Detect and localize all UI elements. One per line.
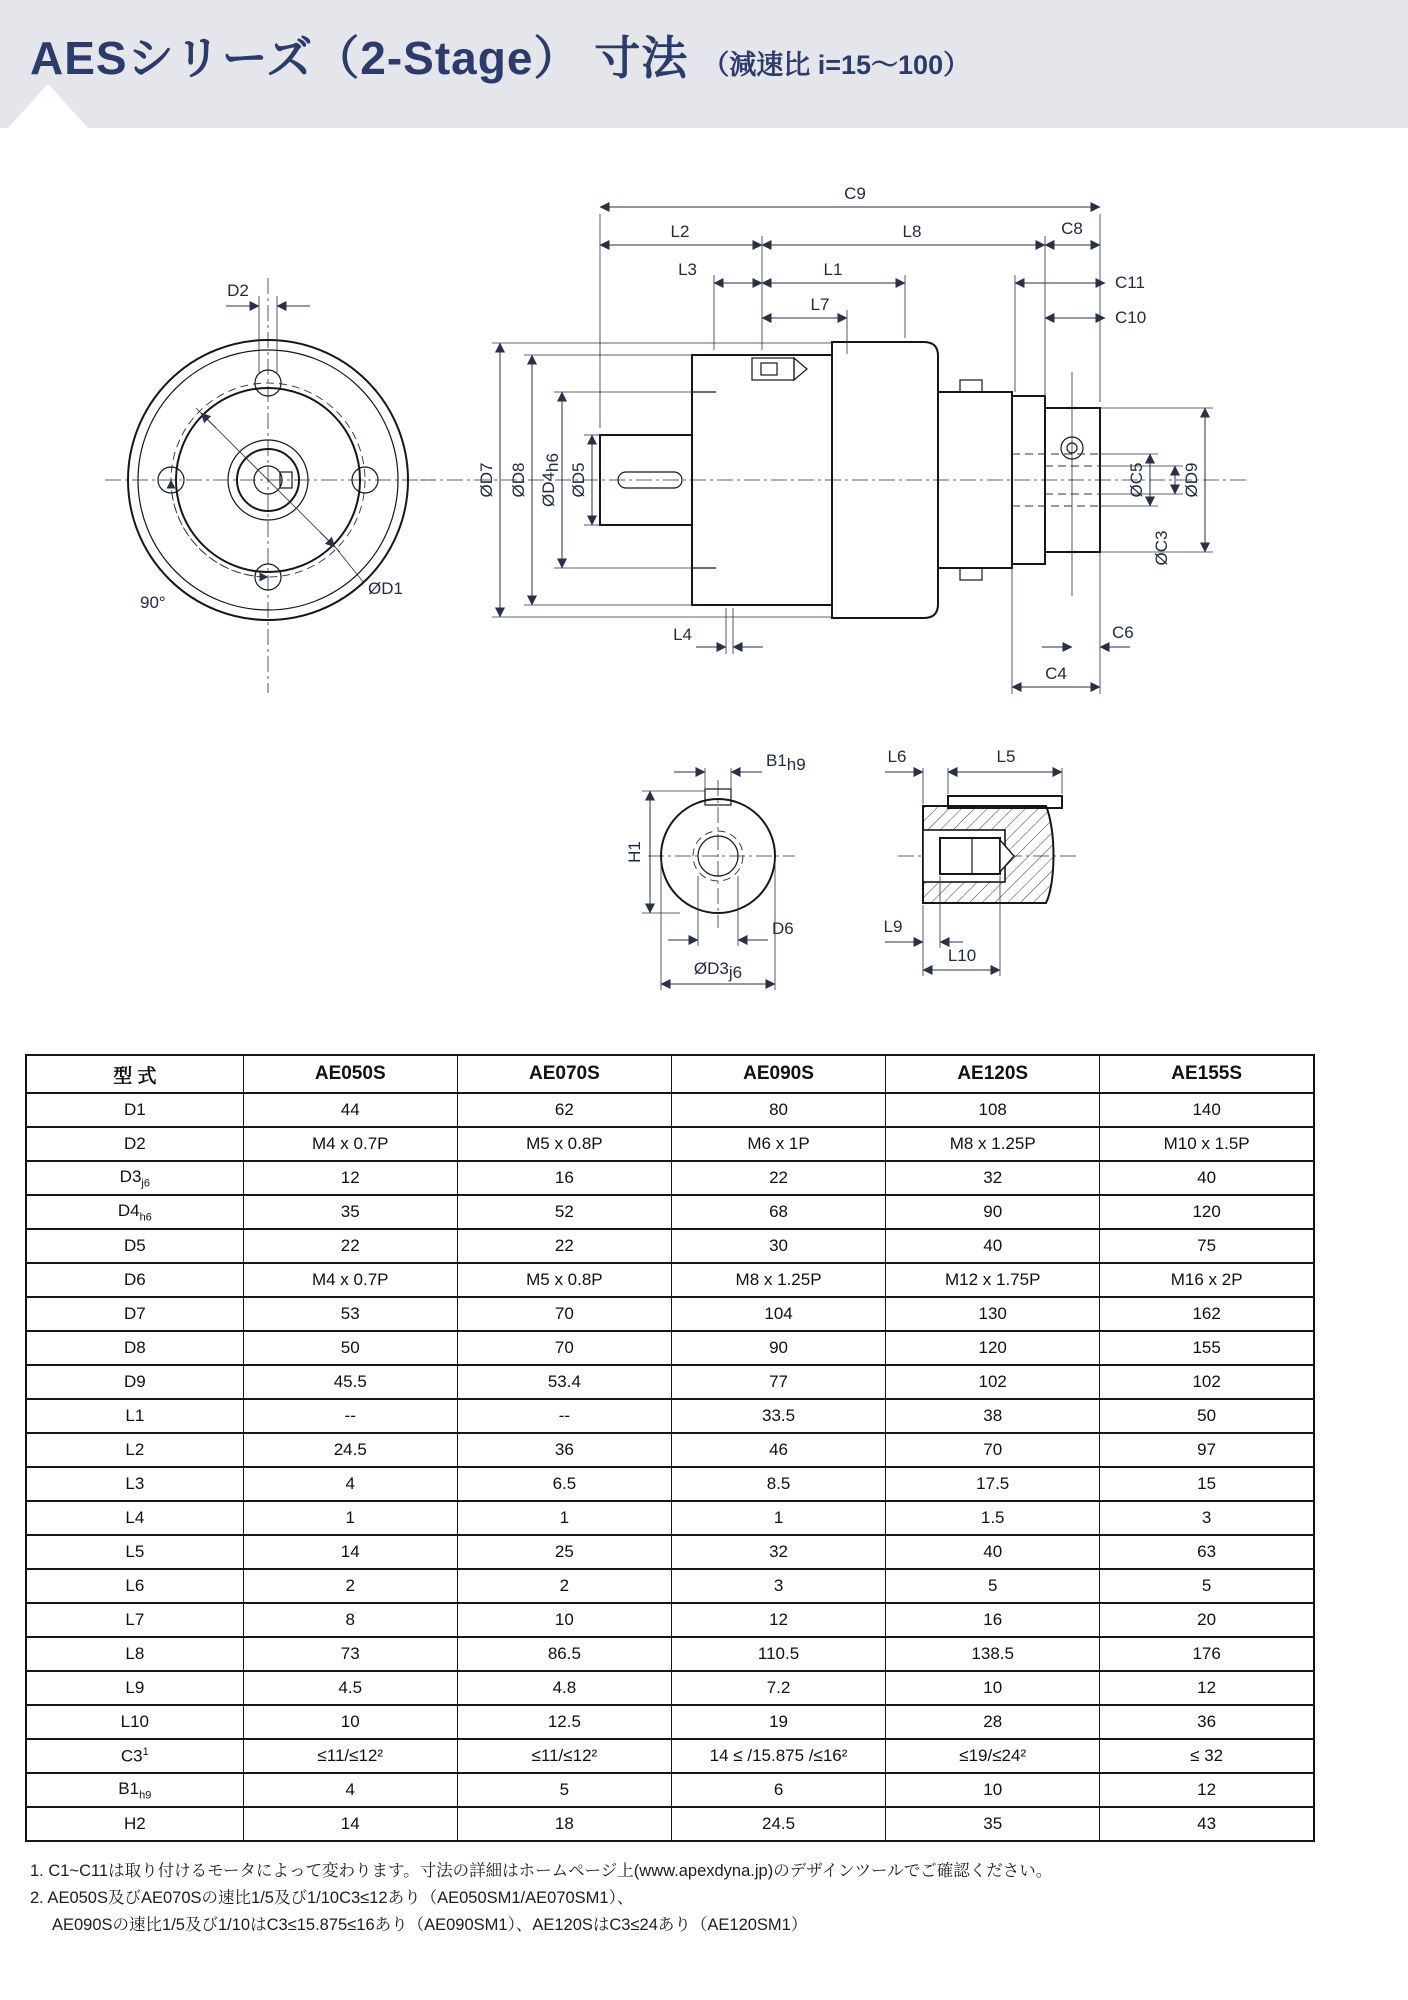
table-row [26, 1127, 1314, 1161]
table-header-ae120s: AE120S [886, 1055, 1100, 1093]
dim-label-l2: L2 [670, 222, 690, 241]
row-value: 14 [243, 1807, 457, 1841]
dim-label-d7: ØD7 [477, 462, 496, 498]
row-value: 4.5 [243, 1671, 457, 1705]
row-value: 45.5 [243, 1365, 457, 1399]
page-title-sub: （減速比 i=15～100） [702, 50, 971, 80]
row-value: 24.5 [671, 1807, 885, 1841]
table-header-ae050s: AE050S [243, 1055, 457, 1093]
row-label: H2 [26, 1807, 243, 1841]
dim-label-l9: L9 [883, 917, 903, 936]
row-value: 102 [886, 1365, 1100, 1399]
row-value: 120 [1100, 1195, 1314, 1229]
row-label: L5 [26, 1535, 243, 1569]
row-value: ≤11/≤12² [243, 1739, 457, 1773]
row-label: L1 [26, 1399, 243, 1433]
row-value: 5 [1100, 1569, 1314, 1603]
row-value: 7.2 [671, 1671, 885, 1705]
header-notch-triangle [6, 84, 90, 130]
row-value: 53.4 [457, 1365, 671, 1399]
dimension-table-body [26, 1093, 1314, 1841]
row-value: M6 x 1P [671, 1127, 885, 1161]
row-value: ≤11/≤12² [457, 1739, 671, 1773]
footnote-2-line2: AE090Sの速比1/5及び1/10はC3≤15.875≤16あり（AE090SM1）、AE120SはC3≤24あり（AE120SM1） [52, 1916, 808, 1935]
row-label: L7 [26, 1603, 243, 1637]
shaft-end-view-drawing [625, 751, 806, 990]
row-value: 108 [886, 1093, 1100, 1127]
table-header-model: 型 式 [26, 1055, 243, 1093]
row-value: 2 [457, 1569, 671, 1603]
row-value: 16 [457, 1161, 671, 1195]
row-value: M5 x 0.8P [457, 1127, 671, 1161]
page-title-main: AESシリーズ（2-Stage） 寸法 [30, 32, 689, 84]
row-value: M16 x 2P [1100, 1263, 1314, 1297]
row-value: 62 [457, 1093, 671, 1127]
row-value: ≤ 32 [1100, 1739, 1314, 1773]
row-label: D1 [26, 1093, 243, 1127]
row-value: M12 x 1.75P [886, 1263, 1100, 1297]
row-value: 70 [457, 1331, 671, 1365]
row-label: L3 [26, 1467, 243, 1501]
row-value: 4 [243, 1467, 457, 1501]
front-view-drawing [105, 278, 435, 693]
dim-label-90deg: 90° [140, 593, 166, 612]
row-value: 10 [243, 1705, 457, 1739]
row-value: 43 [1100, 1807, 1314, 1841]
row-value: 25 [457, 1535, 671, 1569]
row-value: 22 [457, 1229, 671, 1263]
row-value: 14 ≤ /15.875 /≤16² [671, 1739, 885, 1773]
table-row [26, 1161, 1314, 1195]
row-value: 1.5 [886, 1501, 1100, 1535]
row-value: 18 [457, 1807, 671, 1841]
row-value: 32 [886, 1161, 1100, 1195]
row-value: 12 [243, 1161, 457, 1195]
dim-label-l6: L6 [887, 747, 907, 766]
dim-label-d8: ØD8 [509, 462, 528, 498]
table-row [26, 1501, 1314, 1535]
row-value: 30 [671, 1229, 885, 1263]
row-value: 17.5 [886, 1467, 1100, 1501]
dim-label-l5: L5 [996, 747, 1016, 766]
row-label: $D3_{j6}$ [26, 1161, 243, 1195]
table-row [26, 1365, 1314, 1399]
row-value: 44 [243, 1093, 457, 1127]
dim-label-d6: D6 [772, 919, 794, 938]
footnotes [30, 1858, 1052, 1940]
row-value: 12 [1100, 1671, 1314, 1705]
row-value: 5 [886, 1569, 1100, 1603]
row-value: 90 [671, 1331, 885, 1365]
coupling-section-view-drawing [884, 747, 1078, 976]
row-value: 3 [671, 1569, 885, 1603]
dim-label-d9: ØD9 [1182, 462, 1201, 498]
row-value: 50 [243, 1331, 457, 1365]
row-value: 16 [886, 1603, 1100, 1637]
row-value: 36 [457, 1433, 671, 1467]
row-value: 14 [243, 1535, 457, 1569]
page-title [30, 22, 970, 88]
row-value: 38 [886, 1399, 1100, 1433]
row-value: -- [243, 1399, 457, 1433]
dim-label-d5: ØD5 [569, 462, 588, 498]
dim-label-d3: ØD3j6 [693, 959, 743, 982]
row-value: 5 [457, 1773, 671, 1807]
dimension-table [25, 1054, 1315, 1842]
row-value: 2 [243, 1569, 457, 1603]
dim-label-l1: L1 [823, 260, 843, 279]
table-row [26, 1603, 1314, 1637]
row-value: 4 [243, 1773, 457, 1807]
row-value: 12 [671, 1603, 885, 1637]
row-value: 15 [1100, 1467, 1314, 1501]
row-value: 22 [243, 1229, 457, 1263]
row-label: L6 [26, 1569, 243, 1603]
row-label: $C3^1$ [26, 1739, 243, 1773]
dim-label-l8: L8 [902, 222, 922, 241]
dim-label-c3: ØC3 [1152, 530, 1171, 566]
row-value: 52 [457, 1195, 671, 1229]
row-value: 35 [886, 1807, 1100, 1841]
row-value: 10 [886, 1773, 1100, 1807]
row-value: 176 [1100, 1637, 1314, 1671]
dim-label-h1: H1 [625, 841, 644, 863]
dim-label-c10: C10 [1115, 308, 1147, 327]
row-label: L10 [26, 1705, 243, 1739]
row-label: L2 [26, 1433, 243, 1467]
table-row [26, 1705, 1314, 1739]
row-value: M4 x 0.7P [243, 1127, 457, 1161]
row-value: 20 [1100, 1603, 1314, 1637]
row-value: 102 [1100, 1365, 1314, 1399]
dim-label-l10: L10 [947, 946, 977, 965]
row-label: L8 [26, 1637, 243, 1671]
table-row [26, 1433, 1314, 1467]
row-value: 6.5 [457, 1467, 671, 1501]
row-value: M5 x 0.8P [457, 1263, 671, 1297]
row-value: 40 [886, 1535, 1100, 1569]
row-value: 10 [457, 1603, 671, 1637]
dim-label-l7: L7 [810, 295, 830, 314]
row-value: 6 [671, 1773, 885, 1807]
row-value: M4 x 0.7P [243, 1263, 457, 1297]
dim-label-d4: ØD4h6 [539, 453, 562, 507]
row-label: D6 [26, 1263, 243, 1297]
row-value: 75 [1100, 1229, 1314, 1263]
row-value: ≤19/≤24² [886, 1739, 1100, 1773]
row-value: 24.5 [243, 1433, 457, 1467]
dim-label-d1: ØD1 [368, 579, 403, 598]
row-value: -- [457, 1399, 671, 1433]
row-value: 138.5 [886, 1637, 1100, 1671]
row-value: 1 [671, 1501, 885, 1535]
row-value: 90 [886, 1195, 1100, 1229]
row-value: 40 [1100, 1161, 1314, 1195]
dim-label-l4: L4 [673, 625, 692, 644]
table-row [26, 1263, 1314, 1297]
row-value: 33.5 [671, 1399, 885, 1433]
row-value: 1 [243, 1501, 457, 1535]
row-value: 77 [671, 1365, 885, 1399]
dim-label-c6: C6 [1112, 623, 1134, 642]
row-value: 120 [886, 1331, 1100, 1365]
table-row [26, 1637, 1314, 1671]
row-value: 46 [671, 1433, 885, 1467]
row-value: 162 [1100, 1297, 1314, 1331]
row-value: 63 [1100, 1535, 1314, 1569]
row-value: 140 [1100, 1093, 1314, 1127]
row-value: 53 [243, 1297, 457, 1331]
row-value: 8 [243, 1603, 457, 1637]
table-header-ae090s: AE090S [671, 1055, 885, 1093]
table-row [26, 1467, 1314, 1501]
row-value: 36 [1100, 1705, 1314, 1739]
row-value: 22 [671, 1161, 885, 1195]
dimension-drawings [0, 128, 1408, 1054]
row-value: 28 [886, 1705, 1100, 1739]
table-row [26, 1331, 1314, 1365]
row-label: D7 [26, 1297, 243, 1331]
row-value: 1 [457, 1501, 671, 1535]
table-row [26, 1093, 1314, 1127]
table-row [26, 1569, 1314, 1603]
table-row [26, 1535, 1314, 1569]
row-value: 110.5 [671, 1637, 885, 1671]
row-value: M8 x 1.25P [886, 1127, 1100, 1161]
row-value: 86.5 [457, 1637, 671, 1671]
row-value: 3 [1100, 1501, 1314, 1535]
dim-label-c11: C11 [1115, 273, 1145, 292]
row-value: 50 [1100, 1399, 1314, 1433]
row-value: 40 [886, 1229, 1100, 1263]
row-value: 70 [886, 1433, 1100, 1467]
row-value: 97 [1100, 1433, 1314, 1467]
dim-label-d2: D2 [227, 281, 249, 300]
dim-label-c8: C8 [1061, 219, 1083, 238]
dim-label-l3: L3 [678, 260, 697, 279]
row-label: D2 [26, 1127, 243, 1161]
table-header-ae070s: AE070S [457, 1055, 671, 1093]
row-value: 8.5 [671, 1467, 885, 1501]
row-value: 155 [1100, 1331, 1314, 1365]
row-value: 130 [886, 1297, 1100, 1331]
row-label: D9 [26, 1365, 243, 1399]
row-label: L4 [26, 1501, 243, 1535]
table-row [26, 1399, 1314, 1433]
table-row [26, 1739, 1314, 1773]
row-value: 10 [886, 1671, 1100, 1705]
row-value: M10 x 1.5P [1100, 1127, 1314, 1161]
row-value: M8 x 1.25P [671, 1263, 885, 1297]
dim-label-c4: C4 [1045, 664, 1067, 683]
row-value: 70 [457, 1297, 671, 1331]
row-value: 19 [671, 1705, 885, 1739]
table-row [26, 1229, 1314, 1263]
row-label: L9 [26, 1671, 243, 1705]
row-value: 12.5 [457, 1705, 671, 1739]
footnote-2-line1: 2. AE050S及びAE070Sの速比1/5及び1/10C3≤12あり（AE050SM1/AE070SM1）、 [30, 1889, 634, 1908]
row-value: 35 [243, 1195, 457, 1229]
dim-label-c9: C9 [844, 184, 866, 203]
table-header-ae155s: AE155S [1100, 1055, 1314, 1093]
table-row [26, 1773, 1314, 1807]
table-row [26, 1671, 1314, 1705]
table-row [26, 1807, 1314, 1841]
dim-label-c5: ØC5 [1127, 462, 1146, 498]
table-header-row [26, 1055, 1314, 1093]
side-view-drawing [420, 184, 1250, 694]
row-value: 32 [671, 1535, 885, 1569]
row-label: $D4_{h6}$ [26, 1195, 243, 1229]
table-row [26, 1297, 1314, 1331]
footnote-1: 1. C1~C11は取り付けるモータによって変わります。寸法の詳細はホームページ上(www.apexdyna.jp)のデザインツールでご確認ください。 [30, 1862, 1053, 1880]
dim-label-b1: B1h9 [766, 751, 806, 774]
row-value: 12 [1100, 1773, 1314, 1807]
row-value: 104 [671, 1297, 885, 1331]
row-label: $B1_{h9}$ [26, 1773, 243, 1807]
row-label: D8 [26, 1331, 243, 1365]
row-value: 80 [671, 1093, 885, 1127]
row-label: D5 [26, 1229, 243, 1263]
row-value: 73 [243, 1637, 457, 1671]
row-value: 4.8 [457, 1671, 671, 1705]
page-header-band [0, 0, 1408, 128]
row-value: 68 [671, 1195, 885, 1229]
table-row [26, 1195, 1314, 1229]
